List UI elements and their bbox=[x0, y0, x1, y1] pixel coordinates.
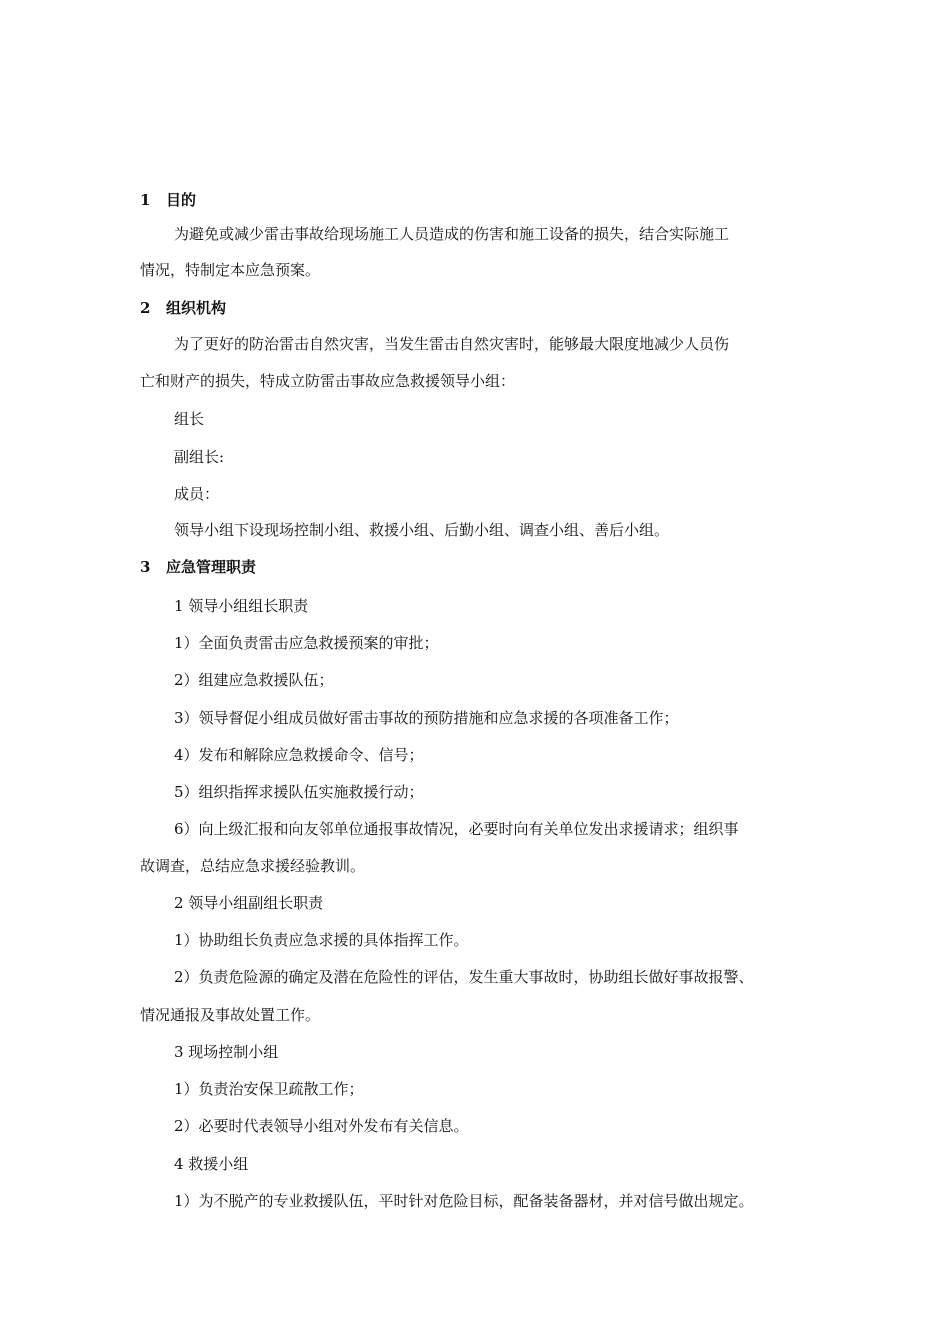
section-heading bbox=[140, 298, 226, 318]
list-item: 2）负责危险源的确定及潜在危险性的评估，发生重大事故时，协助组长做好事故报警、 bbox=[174, 968, 754, 986]
list-item: 5）组织指挥求援队伍实施救援行动； bbox=[174, 783, 424, 801]
paragraph-line: 成员： bbox=[174, 485, 220, 503]
paragraph-line: 副组长: bbox=[174, 448, 225, 466]
subheading-line: 2 领导小组副组长职责 bbox=[174, 894, 324, 912]
paragraph-line: 领导小组下设现场控制小组、救援小组、后勤小组、调查小组、善后小组。 bbox=[174, 521, 670, 539]
subheading-line: 1 领导小组组长职责 bbox=[174, 597, 309, 615]
list-item-continuation: 情况通报及事故处置工作。 bbox=[140, 1006, 321, 1024]
list-item: 1）协助组长负责应急求援的具体指挥工作。 bbox=[174, 931, 469, 949]
list-item: 1）全面负责雷击应急救援预案的审批； bbox=[174, 634, 439, 652]
list-item: 4）发布和解除应急救援命令、信号； bbox=[174, 746, 424, 764]
list-item: 1）为不脱产的专业救援队伍，平时针对危险目标，配备装备器材，并对信号做出规定。 bbox=[174, 1192, 754, 1210]
paragraph-line: 情况，特制定本应急预案。 bbox=[140, 261, 321, 279]
paragraph-line: 组长 bbox=[174, 410, 205, 428]
section-number: 1 bbox=[140, 191, 151, 209]
paragraph-line: 为了更好的防治雷击自然灾害，当发生雷击自然灾害时，能够最大限度地减少人员伤 bbox=[174, 335, 730, 353]
list-item: 6）向上级汇报和向友邻单位通报事故情况，必要时向有关单位发出求援请求；组织事 bbox=[174, 820, 739, 838]
list-item-continuation: 故调查，总结应急求援经验教训。 bbox=[140, 857, 366, 875]
subheading-line: 4 救援小组 bbox=[174, 1155, 249, 1173]
subheading-line: 3 现场控制小组 bbox=[174, 1043, 279, 1061]
paragraph-line: 为避免或减少雷击事故给现场施工人员造成的伤害和施工设备的损失，结合实际施工 bbox=[174, 225, 730, 243]
paragraph-line: 亡和财产的损失，特成立防雷击事故应急救援领导小组： bbox=[140, 372, 516, 390]
section-heading bbox=[140, 557, 256, 577]
list-item: 3）领导督促小组成员做好雷击事故的预防措施和应急求援的各项准备工作； bbox=[174, 709, 679, 727]
section-heading bbox=[140, 190, 196, 210]
section-number: 2 bbox=[140, 299, 151, 317]
section-title: 目的 bbox=[166, 191, 197, 209]
section-number: 3 bbox=[140, 558, 151, 576]
section-title: 应急管理职责 bbox=[166, 558, 257, 576]
section-title: 组织机构 bbox=[166, 299, 227, 317]
list-item: 2）必要时代表领导小组对外发布有关信息。 bbox=[174, 1117, 469, 1135]
list-item: 1）负责治安保卫疏散工作； bbox=[174, 1080, 364, 1098]
list-item: 2）组建应急救援队伍； bbox=[174, 671, 334, 689]
